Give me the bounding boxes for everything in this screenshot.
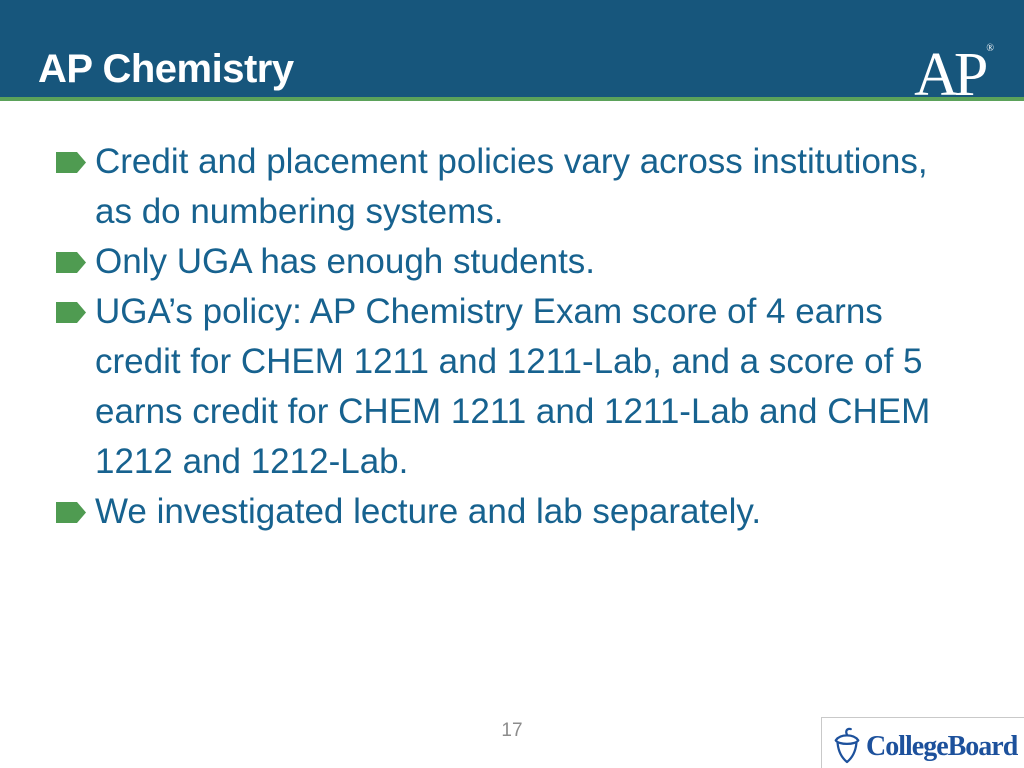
bullet-line: Only UGA has enough students.	[95, 242, 596, 281]
ap-program-logo	[914, 18, 994, 109]
bullet-text	[95, 487, 761, 537]
arrow-bullet-icon	[56, 152, 86, 173]
ap-logo-text: AP	[914, 41, 984, 109]
bullet-item	[56, 237, 994, 287]
bullet-item	[56, 137, 994, 237]
registered-trademark-icon: ®	[986, 43, 994, 54]
bullet-item	[56, 287, 994, 487]
bullet-line: Credit and placement policies vary across institutions,	[95, 142, 928, 181]
bullet-line: earns credit for CHEM 1211 and 1211-Lab and CHEM	[95, 392, 931, 431]
slide-header	[0, 0, 1024, 109]
slide-title: AP Chemistry	[38, 47, 294, 91]
bullet-text	[95, 287, 930, 487]
bullet-text	[95, 137, 928, 237]
bullet-line: We investigated lecture and lab separately.	[95, 492, 762, 531]
arrow-bullet-icon	[56, 302, 86, 323]
bullet-line: 1212 and 1212-Lab.	[95, 442, 409, 481]
bullet-item	[56, 487, 994, 537]
arrow-bullet-icon	[56, 252, 86, 273]
acorn-icon	[831, 727, 863, 765]
bullet-line: UGA’s policy: AP Chemistry Exam score of 4 earns	[95, 292, 883, 331]
collegeboard-wordmark: CollegeBoard	[866, 731, 1018, 762]
arrow-bullet-icon	[56, 502, 86, 523]
bullet-text	[95, 237, 595, 287]
bullet-line: credit for CHEM 1211 and 1211-Lab, and a score of 5	[95, 342, 923, 381]
bullet-line: as do numbering systems.	[95, 192, 504, 231]
collegeboard-logo	[821, 717, 1024, 768]
slide-body	[0, 101, 1024, 537]
page-number: 17	[501, 720, 523, 741]
